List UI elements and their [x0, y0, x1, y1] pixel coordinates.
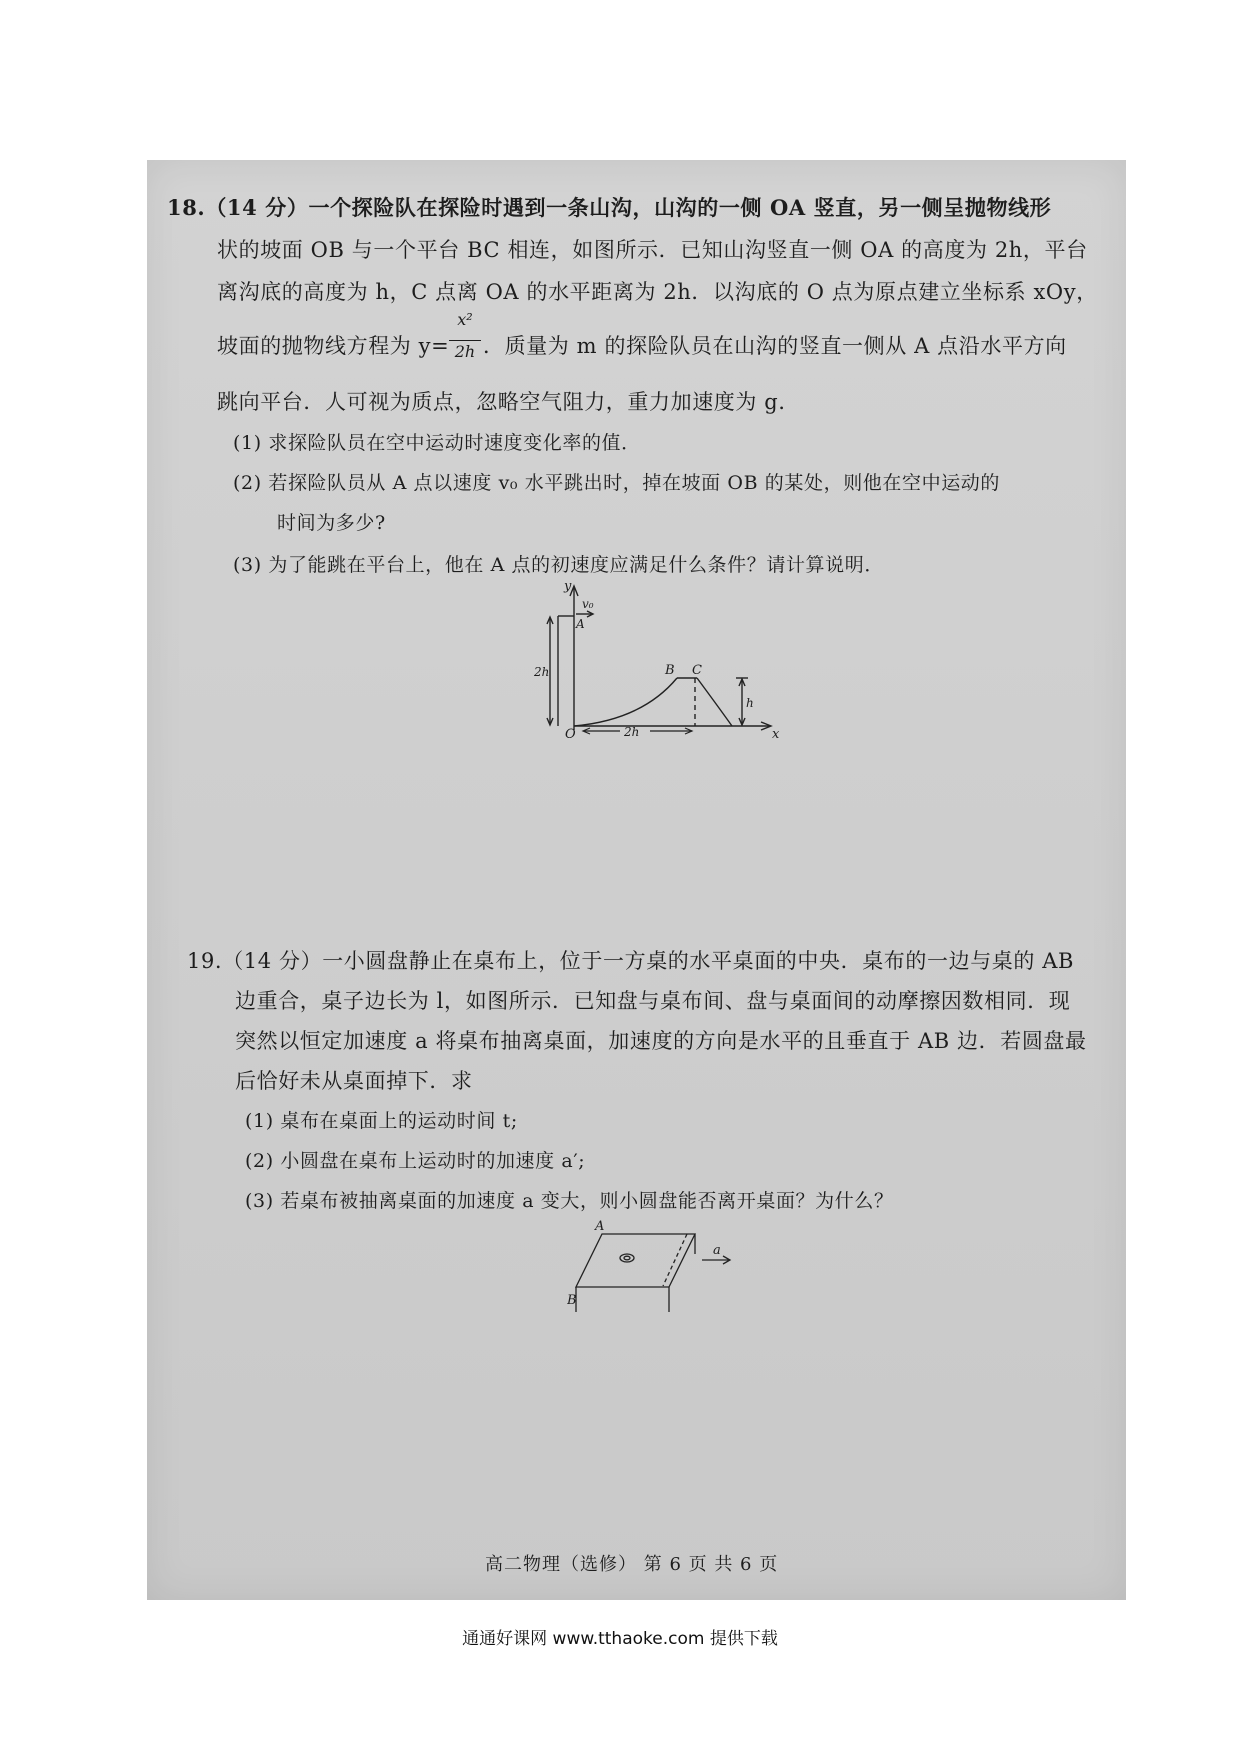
- corner-B-label: B: [567, 1293, 577, 1308]
- q18-sub-3: (3) 为了能跳在平台上，他在 A 点的初速度应满足什么条件？请计算说明．: [233, 554, 884, 576]
- q19-line-2: 边重合，桌子边长为 l，如图所示．已知盘与桌布间、盘与桌面间的动摩擦因数相同．现: [235, 989, 1071, 1013]
- parabola-fraction-bar: [449, 340, 481, 341]
- q19-sub-3: (3) 若桌布被抽离桌面的加速度 a 变大，则小圆盘能否离开桌面？为什么？: [245, 1190, 894, 1212]
- y-axis-label: y: [564, 580, 572, 594]
- slope-OB: [574, 678, 677, 726]
- x-axis-label: x: [772, 727, 780, 740]
- photographed-page: [147, 160, 1126, 1600]
- table-top: [576, 1234, 695, 1287]
- cliff-height-label: 2h: [534, 665, 550, 679]
- platform-height-label: h: [746, 696, 754, 710]
- q18-sub-2a: (2) 若探险队员从 A 点以速度 v₀ 水平跳出时，掉在坡面 OB 的某处，则他在空中运动的: [233, 472, 1001, 494]
- q18-sub-1: (1) 求探险队员在空中运动时速度变化率的值．: [233, 432, 641, 454]
- q19-line-4: 后恰好未从桌面掉下．求: [235, 1069, 473, 1093]
- platform-right-slope: [697, 678, 732, 726]
- q18-sub-2b: 时间为多少?: [277, 512, 386, 534]
- point-C-label: C: [692, 663, 702, 678]
- q18-line-4a: 坡面的抛物线方程为 y=: [217, 334, 450, 358]
- horizontal-distance-label: 2h: [624, 725, 640, 739]
- parabola-fraction-numerator: x²: [457, 310, 473, 329]
- q19-line-1: 19.（14 分）一小圆盘静止在桌布上，位于一方桌的水平桌面的中央．桌布的一边与桌的 AB: [187, 949, 1075, 973]
- table-cloth-diagram: [567, 1220, 767, 1320]
- q19-sub-2: (2) 小圆盘在桌布上运动时的加速度 a′;: [245, 1150, 586, 1172]
- q18-line-1: 18.（14 分）一个探险队在探险时遇到一条山沟，山沟的一侧 OA 竖直，另一侧呈抛物线形: [167, 195, 1052, 220]
- parabola-fraction-denominator: 2h: [454, 342, 476, 361]
- acceleration-label: a: [713, 1243, 721, 1258]
- q19-line-3: 突然以恒定加速度 a 将桌布抽离桌面，加速度的方向是水平的且垂直于 AB 边．若圆盘最: [235, 1029, 1087, 1053]
- q18-line-3: 离沟底的高度为 h，C 点离 OA 的水平距离为 2h．以沟底的 O 点为原点建立坐标系 xOy，: [217, 280, 1098, 304]
- point-B-label: B: [665, 663, 675, 678]
- disc: [620, 1254, 634, 1262]
- q18-line-4b: ．质量为 m 的探险队员在山沟的竖直一侧从 A 点沿水平方向: [483, 334, 1067, 358]
- tablecloth-edge: [663, 1234, 687, 1286]
- q19-sub-1: (1) 桌布在桌面上的运动时间 t;: [245, 1110, 518, 1132]
- corner-A-label: A: [595, 1220, 605, 1234]
- origin-label: O: [565, 727, 576, 740]
- download-note: 通通好课网 www.tthaoke.com 提供下载: [462, 1629, 778, 1649]
- ravine-diagram: [532, 580, 782, 740]
- v0-label: v₀: [582, 597, 594, 611]
- q18-line-2: 状的坡面 OB 与一个平台 BC 相连，如图所示．已知山沟竖直一侧 OA 的高度为 2h，平台: [217, 238, 1088, 262]
- q18-line-5: 跳向平台．人可视为质点，忽略空气阻力，重力加速度为 g．: [217, 390, 800, 414]
- page-footer: 高二物理（选修） 第 6 页 共 6 页: [485, 1554, 779, 1575]
- point-A-label: A: [576, 617, 585, 631]
